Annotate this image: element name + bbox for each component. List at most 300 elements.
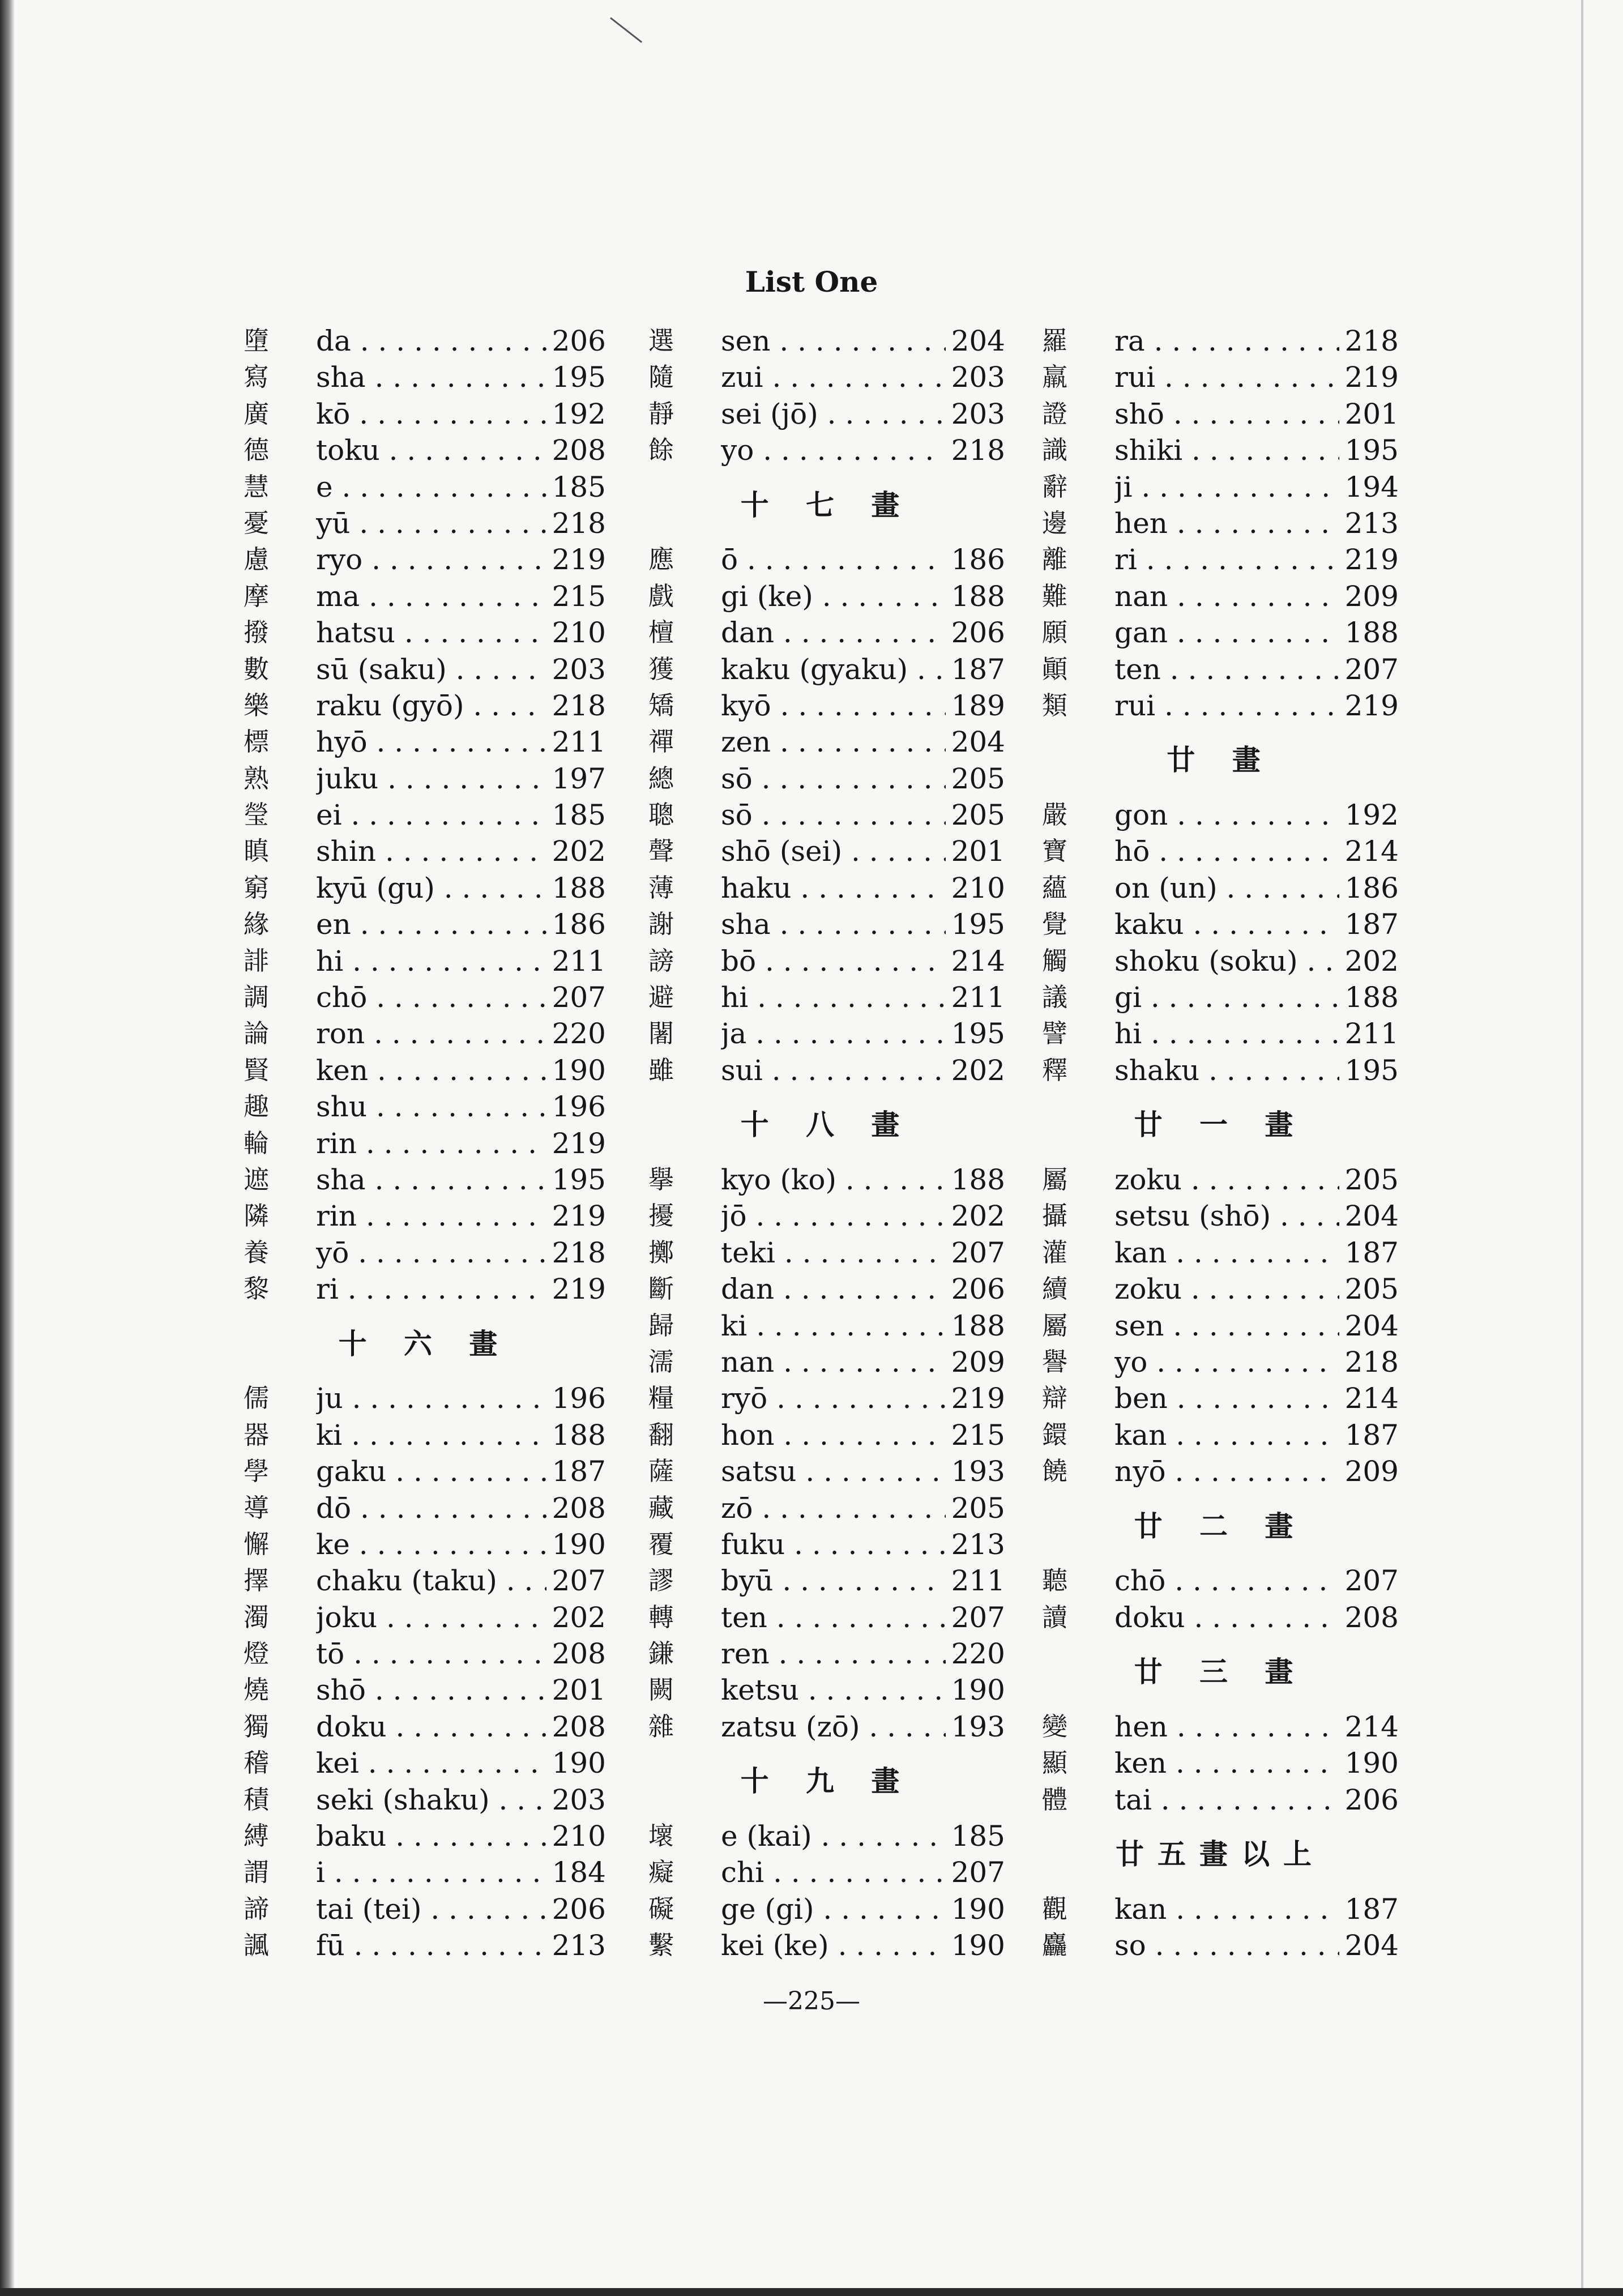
entry-kanji: 隨 <box>648 362 674 392</box>
entry-kanji: 墮 <box>244 326 270 356</box>
entry-reading: kyō . . . <box>721 688 1005 724</box>
index-entry <box>1042 1745 1399 1781</box>
index-column-3 <box>1042 323 1399 1964</box>
entry-reading: so . . . <box>1114 1927 1399 1964</box>
index-entry <box>244 906 606 942</box>
entry-kanji: 譽 <box>1042 1346 1068 1377</box>
index-entry <box>1042 1380 1399 1416</box>
index-entry <box>648 1526 1005 1563</box>
entry-reading: ki . . . <box>721 1308 1005 1344</box>
index-entry <box>244 541 606 578</box>
entry-reading: sō . . . <box>721 761 1005 797</box>
entry-page-number: 207 <box>1339 651 1399 688</box>
entry-page-number: 196 <box>546 1380 606 1416</box>
entry-page-number: 201 <box>1339 396 1399 432</box>
entry-kanji: 擲 <box>648 1237 674 1268</box>
index-entry <box>1042 1015 1399 1052</box>
entry-kanji: 應 <box>648 544 674 575</box>
entry-reading: kan . . . <box>1114 1235 1399 1271</box>
entry-page-number: 187 <box>946 651 1005 688</box>
entry-kanji: 屬 <box>1042 1164 1068 1195</box>
entry-page-number: 188 <box>1339 979 1399 1015</box>
index-entry <box>244 359 606 395</box>
entry-page-number: 203 <box>546 651 606 688</box>
index-entry <box>1042 1308 1399 1344</box>
entry-page-number: 190 <box>946 1891 1005 1927</box>
index-entry <box>1042 1891 1399 1927</box>
entry-kanji: 糧 <box>648 1383 674 1414</box>
index-entry <box>648 943 1005 979</box>
entry-page-number: 202 <box>946 1198 1005 1234</box>
index-entry <box>648 1636 1005 1672</box>
entry-reading: ri . . . <box>316 1271 606 1307</box>
entry-reading: sō . . . <box>721 797 1005 833</box>
entry-page-number: 195 <box>1339 1052 1399 1089</box>
entry-kanji: 讀 <box>1042 1602 1068 1632</box>
index-entry <box>244 578 606 614</box>
entry-kanji: 獲 <box>648 654 674 684</box>
index-entry <box>244 1891 606 1927</box>
index-entry <box>244 469 606 505</box>
entry-page-number: 185 <box>546 469 606 505</box>
index-entry <box>1042 359 1399 395</box>
index-entry <box>1042 943 1399 979</box>
entry-kanji: 廣 <box>244 398 270 429</box>
entry-page-number: 218 <box>1339 323 1399 359</box>
entry-reading: shu . . . <box>316 1089 606 1125</box>
entry-kanji: 謝 <box>648 909 674 940</box>
entry-page-number: 206 <box>946 1271 1005 1307</box>
index-entry <box>648 979 1005 1015</box>
entry-kanji: 數 <box>244 654 270 684</box>
entry-page-number: 189 <box>946 688 1005 724</box>
entry-page-number: 213 <box>946 1526 1005 1563</box>
index-entry <box>244 1782 606 1818</box>
entry-reading: hon . . . <box>721 1417 1005 1453</box>
entry-page-number: 218 <box>546 688 606 724</box>
index-entry <box>648 323 1005 359</box>
entry-kanji: 續 <box>1042 1274 1068 1304</box>
entry-reading: gi (ke) . . . <box>721 578 1005 614</box>
index-entry <box>244 1015 606 1052</box>
entry-page-number: 204 <box>1339 1927 1399 1964</box>
entry-kanji: 聽 <box>1042 1565 1068 1596</box>
entry-page-number: 213 <box>1339 505 1399 541</box>
entry-kanji: 獨 <box>244 1711 270 1742</box>
entry-reading: i . . . <box>316 1854 606 1890</box>
entry-reading: rin . . . <box>316 1125 606 1162</box>
entry-page-number: 219 <box>546 1198 606 1234</box>
entry-page-number: 208 <box>546 1490 606 1526</box>
scan-stray-mark <box>610 17 642 42</box>
entry-kanji: 窮 <box>244 872 270 903</box>
entry-page-number: 195 <box>546 359 606 395</box>
index-entry <box>244 1125 606 1162</box>
entry-reading: ten . . . <box>1114 651 1399 688</box>
index-entry <box>1042 906 1399 942</box>
entry-page-number: 185 <box>546 797 606 833</box>
entry-reading: shō (sei) . . . <box>721 833 1005 869</box>
entry-page-number: 190 <box>946 1672 1005 1708</box>
entry-kanji: 稽 <box>244 1748 270 1778</box>
entry-reading: juku . . . <box>316 761 606 797</box>
entry-page-number: 211 <box>546 724 606 760</box>
entry-reading: raku (gyō) . . . <box>316 688 606 724</box>
index-entry <box>1042 1927 1399 1964</box>
index-entry <box>244 1526 606 1563</box>
entry-page-number: 202 <box>946 1052 1005 1089</box>
entry-page-number: 195 <box>1339 432 1399 468</box>
entry-page-number: 205 <box>946 797 1005 833</box>
index-entry <box>1042 614 1399 651</box>
entry-kanji: 摩 <box>244 581 270 611</box>
entry-reading: hatsu . . . <box>316 614 606 651</box>
entry-reading: ei . . . <box>316 797 606 833</box>
entry-reading: kan . . . <box>1114 1891 1399 1927</box>
index-entry <box>244 651 606 688</box>
entry-kanji: 灌 <box>1042 1237 1068 1268</box>
entry-page-number: 190 <box>1339 1745 1399 1781</box>
entry-page-number: 193 <box>946 1453 1005 1490</box>
entry-page-number: 219 <box>946 1380 1005 1416</box>
entry-reading: ō . . . <box>721 541 1005 578</box>
entry-kanji: 顯 <box>1042 1748 1068 1778</box>
entry-reading: joku . . . <box>316 1599 606 1636</box>
entry-reading: teki . . . <box>721 1235 1005 1271</box>
index-entry <box>1042 1162 1399 1198</box>
index-entry <box>648 906 1005 942</box>
index-entry <box>648 1854 1005 1890</box>
entry-reading: rui . . . <box>1114 688 1399 724</box>
scan-edge-right <box>1581 0 1583 2296</box>
entry-page-number: 214 <box>1339 1709 1399 1745</box>
entry-kanji: 羅 <box>1042 326 1068 356</box>
entry-kanji: 體 <box>1042 1784 1068 1815</box>
entry-page-number: 208 <box>1339 1599 1399 1636</box>
index-column-1 <box>244 323 606 1964</box>
entry-page-number: 204 <box>1339 1198 1399 1234</box>
entry-kanji: 諷 <box>244 1930 270 1961</box>
entry-kanji: 翻 <box>648 1419 674 1450</box>
entry-reading: sen . . . <box>721 323 1005 359</box>
entry-kanji: 轉 <box>648 1602 674 1632</box>
entry-page-number: 187 <box>1339 906 1399 942</box>
entry-page-number: 204 <box>1339 1308 1399 1344</box>
entry-kanji: 熟 <box>244 763 270 793</box>
entry-page-number: 186 <box>546 906 606 942</box>
entry-reading: kyū (gu) . . . <box>316 870 606 906</box>
entry-reading: on (un) . . . <box>1114 870 1399 906</box>
entry-reading: sha . . . <box>316 1162 606 1198</box>
stroke-count-heading: 廿 畫 <box>1167 743 1274 777</box>
entry-page-number: 205 <box>1339 1162 1399 1198</box>
entry-reading: chō . . . <box>316 979 606 1015</box>
entry-kanji: 闍 <box>648 1018 674 1049</box>
entry-page-number: 188 <box>546 1417 606 1453</box>
entry-reading: ri . . . <box>1114 541 1399 578</box>
entry-reading: hen . . . <box>1114 505 1399 541</box>
entry-reading: tai . . . <box>1114 1782 1399 1818</box>
index-entry <box>244 1089 606 1125</box>
entry-page-number: 197 <box>546 761 606 797</box>
entry-kanji: 寶 <box>1042 836 1068 867</box>
entry-kanji: 變 <box>1042 1711 1068 1742</box>
entry-kanji: 雖 <box>648 1055 674 1085</box>
index-entry <box>648 1015 1005 1052</box>
entry-reading: tō . . . <box>316 1636 606 1672</box>
entry-reading: chi . . . <box>721 1854 1005 1890</box>
entry-reading: yo . . . <box>721 432 1005 468</box>
index-entry <box>1042 870 1399 906</box>
index-entry <box>648 688 1005 724</box>
entry-reading: hi . . . <box>1114 1015 1399 1052</box>
entry-page-number: 203 <box>946 359 1005 395</box>
entry-kanji: 謬 <box>648 1565 674 1596</box>
stroke-count-heading: 廿 一 畫 <box>1134 1108 1307 1142</box>
index-entry <box>244 979 606 1015</box>
entry-kanji: 邊 <box>1042 507 1068 538</box>
entry-kanji: 鎌 <box>648 1638 674 1669</box>
entry-kanji: 屬 <box>1042 1310 1068 1341</box>
entry-page-number: 206 <box>1339 1782 1399 1818</box>
index-entry <box>648 1891 1005 1927</box>
entry-reading: sen . . . <box>1114 1308 1399 1344</box>
entry-kanji: 寫 <box>244 362 270 392</box>
index-entry <box>244 797 606 833</box>
index-entry <box>244 1599 606 1636</box>
index-entry <box>244 1235 606 1271</box>
index-entry <box>1042 833 1399 869</box>
entry-kanji: 黎 <box>244 1274 270 1304</box>
index-entry <box>1042 1344 1399 1380</box>
scan-edge-left <box>0 0 15 2296</box>
entry-reading: seki (shaku) . . . <box>316 1782 606 1818</box>
entry-kanji: 總 <box>648 763 674 793</box>
entry-page-number: 203 <box>546 1782 606 1818</box>
index-entry <box>1042 505 1399 541</box>
entry-reading: shiki . . . <box>1114 432 1399 468</box>
entry-kanji: 譬 <box>1042 1018 1068 1049</box>
entry-kanji: 學 <box>244 1456 270 1487</box>
index-entry <box>1042 1599 1399 1636</box>
index-entry <box>648 1563 1005 1599</box>
entry-reading: zoku . . . <box>1114 1162 1399 1198</box>
index-entry <box>648 761 1005 797</box>
index-entry <box>1042 1563 1399 1599</box>
entry-reading: ken . . . <box>1114 1745 1399 1781</box>
entry-kanji: 靜 <box>648 398 674 429</box>
entry-reading: dan . . . <box>721 1271 1005 1307</box>
index-entry <box>244 1818 606 1854</box>
index-entry <box>244 1672 606 1708</box>
entry-kanji: 導 <box>244 1492 270 1523</box>
entry-page-number: 196 <box>546 1089 606 1125</box>
entry-page-number: 193 <box>946 1709 1005 1745</box>
index-entry <box>648 870 1005 906</box>
entry-reading: hen . . . <box>1114 1709 1399 1745</box>
entry-reading: gi . . . <box>1114 979 1399 1015</box>
index-entry <box>244 1271 606 1307</box>
entry-reading: e (kai) . . . <box>721 1818 1005 1854</box>
index-entry <box>1042 1052 1399 1089</box>
entry-page-number: 207 <box>946 1235 1005 1271</box>
entry-page-number: 219 <box>546 541 606 578</box>
entry-page-number: 210 <box>946 870 1005 906</box>
entry-page-number: 188 <box>946 1162 1005 1198</box>
entry-page-number: 218 <box>546 1235 606 1271</box>
entry-reading: ju . . . <box>316 1380 606 1416</box>
index-entry <box>648 432 1005 468</box>
stroke-count-heading: 十 七 畫 <box>740 488 913 522</box>
entry-kanji: 觸 <box>1042 945 1068 976</box>
entry-kanji: 濡 <box>648 1346 674 1377</box>
entry-page-number: 211 <box>546 943 606 979</box>
entry-reading: ren . . . <box>721 1636 1005 1672</box>
index-entry <box>1042 432 1399 468</box>
entry-reading: chō . . . <box>1114 1563 1399 1599</box>
entry-page-number: 190 <box>546 1526 606 1563</box>
index-entry <box>1042 1453 1399 1490</box>
entry-reading: hi . . . <box>721 979 1005 1015</box>
entry-reading: dan . . . <box>721 614 1005 651</box>
entry-reading: ra . . . <box>1114 323 1399 359</box>
index-entry <box>1042 797 1399 833</box>
entry-kanji: 擇 <box>244 1565 270 1596</box>
index-entry <box>244 1417 606 1453</box>
entry-page-number: 187 <box>1339 1235 1399 1271</box>
entry-reading: zen . . . <box>721 724 1005 760</box>
index-entry <box>244 833 606 869</box>
entry-page-number: 190 <box>546 1745 606 1781</box>
entry-reading: fuku . . . <box>721 1526 1005 1563</box>
index-entry <box>1042 651 1399 688</box>
entry-page-number: 202 <box>1339 943 1399 979</box>
index-entry <box>648 1490 1005 1526</box>
entry-kanji: 癡 <box>648 1857 674 1888</box>
entry-kanji: 遮 <box>244 1164 270 1194</box>
entry-page-number: 210 <box>546 1818 606 1854</box>
entry-kanji: 辯 <box>1042 1383 1068 1414</box>
entry-kanji: 瞋 <box>244 836 270 867</box>
entry-page-number: 192 <box>546 396 606 432</box>
entry-page-number: 219 <box>1339 359 1399 395</box>
entry-reading: chaku (taku) . . . <box>316 1563 606 1599</box>
entry-page-number: 207 <box>1339 1563 1399 1599</box>
entry-page-number: 207 <box>546 1563 606 1599</box>
entry-reading: nan . . . <box>1114 578 1399 614</box>
entry-reading: hyō . . . <box>316 724 606 760</box>
entry-kanji: 薩 <box>648 1456 674 1487</box>
index-entry <box>648 797 1005 833</box>
entry-page-number: 205 <box>1339 1271 1399 1307</box>
entry-kanji: 擾 <box>648 1201 674 1231</box>
entry-kanji: 懈 <box>244 1529 270 1559</box>
index-entry <box>244 432 606 468</box>
index-entry <box>1042 396 1399 432</box>
index-entry <box>648 541 1005 578</box>
index-entry <box>648 1599 1005 1636</box>
entry-reading: kei . . . <box>316 1745 606 1781</box>
entry-reading: tai (tei) . . . <box>316 1891 606 1927</box>
entry-reading: ten . . . <box>721 1599 1005 1636</box>
entry-reading: kei (ke) . . . <box>721 1927 1005 1964</box>
entry-reading: sū (saku) . . . <box>316 651 606 688</box>
index-entry <box>244 614 606 651</box>
index-entry <box>648 1818 1005 1854</box>
entry-kanji: 議 <box>1042 982 1068 1013</box>
entry-page-number: 208 <box>546 432 606 468</box>
entry-page-number: 203 <box>946 396 1005 432</box>
entry-page-number: 219 <box>1339 541 1399 578</box>
entry-kanji: 檀 <box>648 617 674 648</box>
entry-reading: nan . . . <box>721 1344 1005 1380</box>
scan-edge-bottom <box>0 2288 1623 2296</box>
entry-page-number: 186 <box>1339 870 1399 906</box>
entry-kanji: 釋 <box>1042 1055 1068 1085</box>
entry-reading: byū . . . <box>721 1563 1005 1599</box>
entry-kanji: 觀 <box>1042 1893 1068 1924</box>
entry-reading: nyō . . . <box>1114 1453 1399 1490</box>
entry-kanji: 覆 <box>648 1529 674 1559</box>
index-entry <box>244 1162 606 1198</box>
entry-page-number: 188 <box>946 578 1005 614</box>
entry-page-number: 209 <box>1339 1453 1399 1490</box>
entry-reading: satsu . . . <box>721 1453 1005 1490</box>
entry-reading: toku . . . <box>316 432 606 468</box>
entry-page-number: 211 <box>946 1563 1005 1599</box>
index-entry <box>1042 1417 1399 1453</box>
entry-reading: yō . . . <box>316 1235 606 1271</box>
index-entry <box>244 761 606 797</box>
entry-reading: ge (gi) . . . <box>721 1891 1005 1927</box>
entry-page-number: 219 <box>546 1125 606 1162</box>
entry-kanji: 瑩 <box>244 800 270 830</box>
entry-reading: shin . . . <box>316 833 606 869</box>
entry-page-number: 188 <box>1339 614 1399 651</box>
entry-page-number: 209 <box>946 1344 1005 1380</box>
entry-kanji: 覺 <box>1042 909 1068 940</box>
entry-reading: ji . . . <box>1114 469 1399 505</box>
index-entry <box>244 1052 606 1089</box>
entry-page-number: 204 <box>946 323 1005 359</box>
entry-kanji: 選 <box>648 326 674 356</box>
entry-page-number: 207 <box>546 979 606 1015</box>
entry-page-number: 201 <box>946 833 1005 869</box>
entry-kanji: 斷 <box>648 1274 674 1304</box>
entry-page-number: 214 <box>1339 1380 1399 1416</box>
entry-kanji: 聲 <box>648 836 674 867</box>
stroke-count-heading: 廿 三 畫 <box>1134 1655 1307 1689</box>
entry-reading: shoku (soku) . . . <box>1114 943 1399 979</box>
index-entry <box>244 1927 606 1964</box>
entry-reading: ben . . . <box>1114 1380 1399 1416</box>
index-entry <box>244 1198 606 1234</box>
entry-page-number: 219 <box>1339 688 1399 724</box>
entry-kanji: 隣 <box>244 1201 270 1231</box>
entry-reading: hō . . . <box>1114 833 1399 869</box>
entry-page-number: 218 <box>1339 1344 1399 1380</box>
entry-kanji: 願 <box>1042 617 1068 648</box>
entry-kanji: 慮 <box>244 544 270 575</box>
entry-reading: sui . . . <box>721 1052 1005 1089</box>
entry-kanji: 壞 <box>648 1821 674 1851</box>
entry-reading: shō . . . <box>1114 396 1399 432</box>
index-entry <box>648 1308 1005 1344</box>
entry-reading: fū . . . <box>316 1927 606 1964</box>
entry-reading: baku . . . <box>316 1818 606 1854</box>
index-column-2 <box>648 323 1005 1964</box>
entry-reading: ki . . . <box>316 1417 606 1453</box>
